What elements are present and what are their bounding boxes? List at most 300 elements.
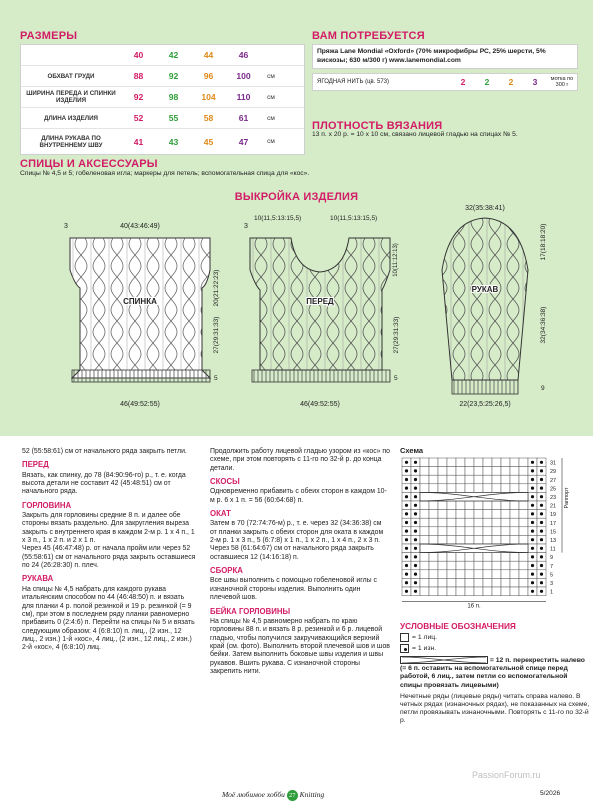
scheme-cell xyxy=(447,484,456,493)
purl-dot xyxy=(414,573,417,576)
size-value: 55 xyxy=(168,113,179,123)
purl-dot xyxy=(405,487,408,490)
purl-dot xyxy=(540,530,543,533)
pattern-diagram xyxy=(0,200,593,414)
legend-cable-text: = 12 п. перекрестить налево (= 6 п. оставить на вспомогательной спице перед работой, 6 лиц., затем петли со вспомогательной спицы провязать лицевыми) xyxy=(400,657,585,689)
scheme-cell xyxy=(429,561,438,570)
paragraph: На спицы № 4,5 набрать для каждого рукава итальянским способом по 44 (46:48:50) п. и вязать для планки 4 р. полой резинкой и 19 р. резинкой (= 9 см), при этом в последнем ряду планки равномерно прибавить 0 (2:4:6) п. Перейти на спицы № 5 и вязать следующим образом: 4 (6:8:10) п. лиц., (2 изн., 12 лиц., 2 изн.) 1-й «кос», 4 лиц., (2 изн., 12 лиц., 2 изн.) 2-й «кос», 4 (6:8:10) лиц. xyxy=(22,585,195,652)
scheme-cell xyxy=(447,587,456,596)
paragraph: На спицы № 4,5 равномерно набрать по краю горловины 88 п. и вязать 8 р. резинкой и 6 р. лицевой гладью, чтобы получился закручивающийся верхний край (см. фото). Выполнить второй плечевой шов и шов бейки. Затем выполнить боковые швы изделия и швы рукавов. Вшить рукава. С изнаночной стороны закрепить нити. xyxy=(210,617,390,675)
scheme-cell xyxy=(483,587,492,596)
scheme-cell xyxy=(420,561,429,570)
paragraph: Закрыть для горловины средние 8 п. и далее обе стороны вязать раздельно. Для закругления выреза закрыть с внутреннего края в каждом 2-м р. 1 х 4 п., 1 х 3 п., 1 х 2 п. и 2 х 1 п. xyxy=(22,512,195,545)
density-title: ПЛОТНОСТЬ ВЯЗАНИЯ xyxy=(312,120,443,132)
paragraph: Все швы выполнить с помощью гобеленовой иглы с изнаночной стороны изделия. Выполнить один плечевой шов. xyxy=(210,577,377,602)
scheme-cell xyxy=(465,510,474,519)
scheme-cell xyxy=(474,578,483,587)
scheme-cell xyxy=(492,510,501,519)
purl-dot xyxy=(405,530,408,533)
scheme-cell xyxy=(519,467,528,476)
knit-symbol-icon xyxy=(400,633,409,642)
sleeve-rib: 9 xyxy=(541,385,545,392)
scheme-cell xyxy=(492,501,501,510)
size-value: 43 xyxy=(168,136,179,147)
scheme-cell xyxy=(438,535,447,544)
scheme-cell xyxy=(447,570,456,579)
repeat-label: Раппорт xyxy=(564,487,570,509)
purl-dot xyxy=(405,504,408,507)
row-number: 7 xyxy=(550,563,554,570)
scheme-cell xyxy=(429,501,438,510)
scheme-cell xyxy=(519,553,528,562)
section-title: СКОСЫ xyxy=(210,477,240,487)
scheme-cell xyxy=(510,518,519,527)
scheme-cell xyxy=(465,475,474,484)
scheme-cell xyxy=(483,501,492,510)
scheme-cell xyxy=(492,467,501,476)
scheme-cell xyxy=(474,553,483,562)
purl-dot xyxy=(531,495,534,498)
unit: см xyxy=(267,72,275,80)
purl-dot xyxy=(405,478,408,481)
scheme-cell xyxy=(492,578,501,587)
scheme-cell xyxy=(420,458,429,467)
sleeve-height: 32(34:36:38) xyxy=(540,306,547,344)
footer-magazine: Моё любимое хобби 27 Knitting xyxy=(222,790,325,799)
density-text: 13 п. х 20 р. = 10 х 10 см, связано лицевой гладью на спицах № 5. xyxy=(312,131,518,138)
row-label: ШИРИНА ПЕРЕДА И СПИНКИ ИЗДЕЛИЯ xyxy=(26,90,116,104)
scheme-cell xyxy=(465,484,474,493)
scheme-cell xyxy=(519,484,528,493)
legend-knit-text: = 1 лиц. xyxy=(412,633,438,641)
scheme-cell xyxy=(420,510,429,519)
legend-purl xyxy=(400,644,590,653)
purl-dot xyxy=(540,581,543,584)
scheme-cell xyxy=(510,467,519,476)
scheme-cell xyxy=(501,561,510,570)
scheme-cell xyxy=(501,535,510,544)
scheme-cell xyxy=(420,527,429,536)
legend-note: Нечетные ряды (лицевые ряды) читать справа налево. В четных рядах (изнаночных рядах), не показанных на схеме, петли провязывать изнаночными. Повторять с 11-го по 32-й р. xyxy=(400,692,590,725)
scheme-cell xyxy=(510,553,519,562)
scheme-cell xyxy=(420,553,429,562)
legend-title: УСЛОВНЫЕ ОБОЗНАЧЕНИЯ xyxy=(400,621,516,631)
row-number: 25 xyxy=(550,486,557,493)
scheme-cell xyxy=(465,561,474,570)
purl-symbol-icon xyxy=(400,644,409,653)
size-head-3: 44 xyxy=(203,50,214,60)
sleeve-cap: 17(18:18:20) xyxy=(540,223,547,261)
scheme-cell xyxy=(501,484,510,493)
purl-dot xyxy=(540,504,543,507)
size-value: 47 xyxy=(238,136,249,147)
page-number: 27 xyxy=(287,790,298,801)
yarn-count: 2 xyxy=(484,77,490,87)
scheme-cell xyxy=(429,458,438,467)
purl-dot xyxy=(540,555,543,558)
front-neck-height: 10(11:12:13) xyxy=(393,243,399,277)
scheme-cell xyxy=(492,553,501,562)
scheme-cell xyxy=(519,458,528,467)
sizes-table xyxy=(20,44,305,155)
sizes-row xyxy=(21,66,304,87)
scheme-cell xyxy=(438,578,447,587)
scheme-cell xyxy=(420,578,429,587)
purl-dot xyxy=(531,564,534,567)
scheme-cell xyxy=(474,527,483,536)
scheme-cell xyxy=(465,467,474,476)
row-number: 29 xyxy=(550,469,557,476)
size-head-1: 40 xyxy=(133,50,144,60)
purl-dot xyxy=(414,581,417,584)
cable-symbol-icon xyxy=(400,656,488,664)
front-rib: 5 xyxy=(394,375,398,382)
scheme-cell xyxy=(438,510,447,519)
paragraph: Через 45 (46:47:48) р. от начала пройм или через 52 (55:58:61) см от начального ряда закрыть оставшиеся по 24 (26:28:30) п. плеч. xyxy=(22,545,196,570)
scheme-cell xyxy=(510,484,519,493)
scheme-cell xyxy=(456,587,465,596)
purl-dot xyxy=(414,530,417,533)
scheme-cell xyxy=(510,535,519,544)
scheme-cell xyxy=(447,553,456,562)
scheme-cell xyxy=(429,467,438,476)
scheme-cell xyxy=(501,553,510,562)
purl-dot xyxy=(414,590,417,593)
scheme-cell xyxy=(519,535,528,544)
purl-dot xyxy=(540,487,543,490)
back-label: СПИНКА xyxy=(123,297,157,306)
purl-dot xyxy=(531,469,534,472)
paragraph: 52 (55:58:61) см от начального ряда закрыть петли. xyxy=(22,448,187,455)
front-bottom-dim: 46(49:52:55) xyxy=(300,401,340,408)
legend-purl-text: = 1 изн. xyxy=(412,644,437,652)
purl-dot xyxy=(540,564,543,567)
scheme-cell xyxy=(456,535,465,544)
row-number: 5 xyxy=(550,572,554,579)
scheme-cell xyxy=(501,587,510,596)
scheme-cell xyxy=(438,484,447,493)
scheme-cell xyxy=(492,561,501,570)
scheme-cell xyxy=(465,535,474,544)
legend-cable xyxy=(400,656,590,690)
purl-dot xyxy=(414,538,417,541)
purl-dot xyxy=(405,573,408,576)
purl-dot xyxy=(414,564,417,567)
purl-dot xyxy=(540,538,543,541)
scheme-cell xyxy=(501,518,510,527)
scheme-cell xyxy=(429,518,438,527)
scheme-cell xyxy=(438,475,447,484)
purl-dot xyxy=(405,469,408,472)
legend xyxy=(400,622,590,726)
scheme-cell xyxy=(438,458,447,467)
scheme-cell xyxy=(519,587,528,596)
scheme-cell xyxy=(456,501,465,510)
paragraph: Вязать, как спинку, до 78 (84:90:96-го) р., т. е. когда высота детали не составит 42 (45:48:51) см от начального ряда. xyxy=(22,471,186,496)
size-value: 98 xyxy=(168,92,179,102)
scheme-cell xyxy=(420,587,429,596)
scheme-cell xyxy=(438,561,447,570)
purl-dot xyxy=(540,478,543,481)
purl-dot xyxy=(414,478,417,481)
scheme-cell xyxy=(501,458,510,467)
legend-knit xyxy=(400,633,590,642)
section-title: БЕЙКА ГОРЛОВИНЫ xyxy=(210,606,291,616)
row-number: 17 xyxy=(550,520,557,527)
scheme-title: Схема xyxy=(400,446,424,455)
row-label: ДЛИНА РУКАВА ПО ВНУТРЕННЕМУ ШВУ xyxy=(39,134,103,149)
scheme-cell xyxy=(483,467,492,476)
scheme-cell xyxy=(438,501,447,510)
sizes-title: РАЗМЕРЫ xyxy=(20,30,78,42)
tools-title: СПИЦЫ И АКСЕССУАРЫ xyxy=(20,158,158,170)
scheme-cell xyxy=(510,510,519,519)
scheme-cell xyxy=(474,501,483,510)
scheme-cell xyxy=(465,501,474,510)
scheme-cell xyxy=(429,553,438,562)
section-title: СБОРКА xyxy=(210,566,243,576)
front-neck-right: 10(11,5:13:15,5) xyxy=(330,215,378,222)
purl-dot xyxy=(405,581,408,584)
purl-dot xyxy=(405,512,408,515)
yarn-unit: мотка по 300 г xyxy=(550,76,574,88)
scheme-cell xyxy=(429,587,438,596)
sleeve-bottom-dim: 22(23,5:25:26,5) xyxy=(459,401,511,408)
scheme-cell xyxy=(420,535,429,544)
scheme-cell xyxy=(438,518,447,527)
sizes-row xyxy=(21,108,304,129)
row-number: 31 xyxy=(550,460,557,467)
purl-dot xyxy=(405,461,408,464)
purl-dot xyxy=(414,521,417,524)
unit: см xyxy=(267,114,275,122)
scheme-cell xyxy=(519,510,528,519)
scheme-cell xyxy=(501,527,510,536)
materials-title: ВАМ ПОТРЕБУЕТСЯ xyxy=(312,30,425,42)
section-title: РУКАВА xyxy=(22,574,54,584)
purl-dot xyxy=(540,521,543,524)
scheme-cell xyxy=(429,475,438,484)
footer-issue: 5/2026 xyxy=(540,790,561,797)
tools-text: Спицы № 4,5 и 5; гобеленовая игла; маркеры для петель; вспомогательная спица для «кос». xyxy=(20,170,310,177)
scheme-cell xyxy=(438,570,447,579)
scheme-cell xyxy=(429,570,438,579)
scheme-cell xyxy=(429,527,438,536)
scheme-cell xyxy=(492,518,501,527)
unit: см xyxy=(267,138,275,145)
purl-dot xyxy=(414,461,417,464)
scheme-cell xyxy=(483,484,492,493)
size-value: 61 xyxy=(238,113,249,123)
scheme-cell xyxy=(474,561,483,570)
purl-dot xyxy=(414,547,417,550)
purl-dot xyxy=(540,547,543,550)
scheme-cell xyxy=(483,475,492,484)
yarn-count: 2 xyxy=(460,77,466,87)
purl-dot xyxy=(531,581,534,584)
purl-dot xyxy=(405,538,408,541)
scheme-cell xyxy=(510,527,519,536)
scheme-cell xyxy=(510,475,519,484)
back-height2: 27(29:31:33) xyxy=(213,316,220,354)
scheme-cell xyxy=(501,510,510,519)
row-number: 13 xyxy=(550,538,557,544)
scheme-cell xyxy=(438,527,447,536)
scheme-cell xyxy=(456,458,465,467)
scheme-cell xyxy=(429,578,438,587)
row-number: 23 xyxy=(550,495,557,501)
scheme-cell xyxy=(438,587,447,596)
size-head-2: 42 xyxy=(168,50,179,60)
size-value: 52 xyxy=(133,113,144,123)
purl-dot xyxy=(414,512,417,515)
purl-dot xyxy=(531,487,534,490)
scheme-cell xyxy=(519,578,528,587)
purl-dot xyxy=(405,495,408,498)
scheme-cell xyxy=(456,570,465,579)
scheme-cell xyxy=(483,553,492,562)
back-side-dim: 3 xyxy=(64,223,68,230)
scheme-cell xyxy=(465,458,474,467)
scheme-cell xyxy=(483,535,492,544)
purl-dot xyxy=(531,590,534,593)
scheme-cell xyxy=(519,475,528,484)
scheme-cell xyxy=(456,578,465,587)
scheme-cell xyxy=(447,535,456,544)
scheme-cell xyxy=(519,518,528,527)
scheme-cell xyxy=(456,475,465,484)
scheme-cell xyxy=(474,475,483,484)
scheme-cell xyxy=(492,527,501,536)
row-number: 27 xyxy=(550,477,557,484)
back-piece xyxy=(64,223,220,408)
row-number: 15 xyxy=(550,529,557,536)
scheme-cell xyxy=(429,535,438,544)
paragraph: Продолжить работу лицевой гладью узором из «кос» по схеме, при этом повторять с 11-го по 32-й р. до конца детали. xyxy=(210,448,390,472)
front-neck-left: 10(11,5:13:15,5) xyxy=(254,215,302,222)
scheme-cell xyxy=(420,518,429,527)
scheme-cell xyxy=(465,527,474,536)
row-number: 9 xyxy=(550,555,554,562)
size-value: 41 xyxy=(133,136,144,147)
scheme-width-label: 16 п. xyxy=(467,603,481,610)
scheme-cell xyxy=(474,535,483,544)
row-number: 21 xyxy=(550,503,557,510)
scheme-cell xyxy=(501,501,510,510)
sizes-header-row xyxy=(21,45,304,66)
purl-dot xyxy=(540,469,543,472)
purl-dot xyxy=(414,495,417,498)
sleeve-top-dim: 32(35:38:41) xyxy=(465,205,505,212)
scheme-cell xyxy=(456,518,465,527)
scheme-cell xyxy=(456,553,465,562)
scheme-cell xyxy=(420,570,429,579)
section-title: ОКАТ xyxy=(210,509,231,519)
text-column-1 xyxy=(22,448,197,653)
scheme-cell xyxy=(447,458,456,467)
scheme-cell xyxy=(447,578,456,587)
pattern-title: ВЫКРОЙКА ИЗДЕЛИЯ xyxy=(234,191,359,203)
scheme-cell xyxy=(510,587,519,596)
scheme-cell xyxy=(519,527,528,536)
sizes-row xyxy=(21,129,304,154)
row-label: ДЛИНА ИЗДЕЛИЯ xyxy=(44,114,98,122)
scheme-cell xyxy=(456,510,465,519)
purl-dot xyxy=(531,512,534,515)
front-height2: 27(29:31:33) xyxy=(393,316,400,354)
sleeve-piece xyxy=(442,205,547,408)
purl-dot xyxy=(531,530,534,533)
scheme-cell xyxy=(501,570,510,579)
scheme-cell xyxy=(456,561,465,570)
purl-dot xyxy=(531,461,534,464)
scheme-cell xyxy=(483,458,492,467)
scheme-cell xyxy=(456,484,465,493)
paragraph: Одновременно прибавить с обеих сторон в каждом 10-м р. 6 х 1 п. = 56 (60:64:68) п. xyxy=(210,488,387,504)
scheme-cell xyxy=(492,570,501,579)
scheme-cell xyxy=(456,527,465,536)
size-value: 96 xyxy=(203,71,214,81)
section-title: ГОРЛОВИНА xyxy=(22,500,72,510)
purl-dot xyxy=(405,521,408,524)
purl-dot xyxy=(531,573,534,576)
size-value: 100 xyxy=(236,71,251,81)
size-value: 104 xyxy=(201,92,216,102)
purl-dot xyxy=(414,555,417,558)
scheme-cell xyxy=(447,527,456,536)
scheme-cell xyxy=(447,501,456,510)
scheme-cell xyxy=(510,501,519,510)
scheme-cell xyxy=(501,467,510,476)
scheme-cell xyxy=(492,475,501,484)
scheme-cell xyxy=(456,467,465,476)
purl-dot xyxy=(531,555,534,558)
size-value: 92 xyxy=(168,71,179,81)
scheme-cell xyxy=(519,561,528,570)
scheme-cell xyxy=(474,587,483,596)
front-side-dim: 3 xyxy=(244,223,248,230)
purl-dot xyxy=(531,538,534,541)
section-title: ПЕРЕД xyxy=(22,460,49,470)
scheme-cell xyxy=(474,510,483,519)
scheme-cell xyxy=(474,484,483,493)
purl-dot xyxy=(531,504,534,507)
scheme-cell xyxy=(474,467,483,476)
size-value: 88 xyxy=(133,71,144,81)
yarn-description: Пряжа Lane Mondial «Oxford» (70% микрофибры РС, 25% шерсти, 5% вискозы; 630 м/300 г) www.lanemondial.com xyxy=(312,44,578,69)
size-head-4: 46 xyxy=(238,50,249,60)
back-rib: 5 xyxy=(214,375,218,382)
scheme-cell xyxy=(474,570,483,579)
scheme-cell xyxy=(438,467,447,476)
scheme-cell xyxy=(465,587,474,596)
purl-dot xyxy=(531,547,534,550)
scheme-cell xyxy=(510,578,519,587)
yarn-name: ЯГОДНАЯ НИТЬ (цв. 573) xyxy=(317,79,390,85)
scheme-cell xyxy=(429,510,438,519)
scheme-cell xyxy=(465,553,474,562)
purl-dot xyxy=(414,469,417,472)
back-height1: 20(21:22:23) xyxy=(213,269,220,307)
back-top-dim: 40(43:46:49) xyxy=(120,223,160,230)
scheme-cell xyxy=(483,561,492,570)
scheme-cell xyxy=(447,510,456,519)
purl-dot xyxy=(540,590,543,593)
scheme-cell xyxy=(501,578,510,587)
scheme-cell xyxy=(519,570,528,579)
purl-dot xyxy=(540,573,543,576)
row-number: 11 xyxy=(550,546,556,553)
